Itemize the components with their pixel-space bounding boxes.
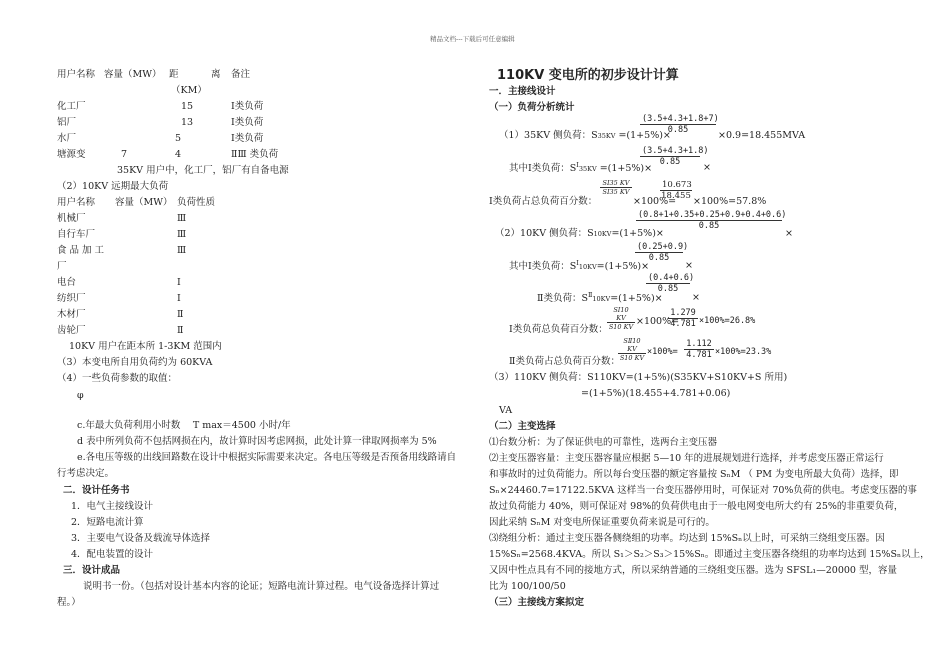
transformer-capacity-line3: Sₙ×24460.7=17122.5KVA 这样当一台变压器停用时，可保证对 70%负荷的供电。考虑变压器的事 (489, 485, 917, 496)
formula-10kv-class2-percent-result: ×100%=23.3% (715, 347, 772, 357)
formula-35kv-class1-result: × (703, 162, 711, 173)
transformer-capacity-line5: 因此采纳 SₙM 对变电所保证重要负荷来说是可行的。 (489, 517, 715, 528)
formula-10kv-class1-result: × (685, 260, 693, 271)
formula-10kv-class1-percent-frac2: $\frac{1.279}{4.781}$ (668, 308, 698, 329)
formula-35kv-label: （1）35KV 侧负荷：S35KV =(1+5%)× (499, 130, 671, 141)
formula-35kv-percent-label: Ⅰ类负荷占总负荷百分数： (489, 196, 598, 207)
formula-35kv-percent-frac2: $\frac{10.673}{18.455}$ (661, 180, 692, 201)
page-title: 110KV 变电所的初步设计计算 (497, 68, 679, 83)
task-item: 2．短路电流计算 (71, 517, 144, 528)
table2-header-name: 用户名称 (57, 197, 96, 208)
load-params-title: （4）一些负荷参数的取值： (57, 373, 178, 384)
formula-10kv-class1-percent-frac1: $\frac{\text{SⅠ10 KV}}{S10 KV}$ (608, 306, 634, 331)
table1-header-name: 用户名称 (57, 69, 96, 80)
table2-row-name: 食 品 加 工 (57, 245, 105, 256)
formula-10kv-class2-percent-frac1: $\frac{\text{SⅡ10 KV}}{S10 KV}$ (619, 337, 645, 362)
page-header: 精品文档---下载后可任意编辑 (430, 35, 515, 43)
table2-row-name: 自行车厂 (57, 229, 96, 240)
task-item: 1．电气主接线设计 (71, 501, 154, 512)
result-line2: 程。） (57, 597, 81, 608)
formula-110kv-unit: VA (499, 405, 513, 416)
transformer-capacity-line2: 和事故时的过负荷能力。所以每台变压器的额定容量按 SₙM （ PM 为变电所最大负荷）选择，即 (489, 469, 899, 480)
transformer-capacity-line1: ⑵主变压器容量：主变压器容量应根据 5—10 年的进展规划进行选择，并考虑变压器正常运行 (489, 453, 884, 464)
formula-10kv-result: × (785, 228, 793, 239)
formula-10kv-fraction: $\frac{(0.8+1+0.35+0.25+0.9+0.4+0.6)}{0.85}$ (638, 210, 787, 231)
param-c: c.年最大负荷利用小时数 T max＝4500 小时/年 (77, 420, 291, 431)
table1-row-distance: 13 (181, 117, 194, 128)
param-e-line1: e.各电压等级的出线回路数在设计中根据实际需要来决定。各电压等级是否预备用线路请自 (77, 452, 457, 463)
table2-header-capacity: 容量（MW） (115, 197, 173, 208)
table1-row-note: Ⅰ类负荷 (231, 117, 264, 128)
table1-row-note: ⅡⅢ 类负荷 (231, 149, 279, 160)
table1-header-note: 备注 (231, 69, 251, 80)
formula-35kv-class1-label: 其中Ⅰ类负荷：$S^Ⅰ35KV =(1+5\%)\times$ (509, 161, 653, 175)
table2-row-type: Ⅲ (177, 229, 187, 240)
winding-analysis-line1: ⑶绕组分析：通过主变压器各侧绕组的功率。均达到 15%Sₙ以上时，可采纳三绕组变压器。因 (489, 533, 885, 544)
formula-10kv-label: （2）10KV 侧负荷：S10KV=(1+5%)× (495, 228, 664, 239)
section-10kv-title: （2）10KV 远期最大负荷 (57, 181, 169, 192)
table2-row-type: Ⅲ (177, 213, 187, 224)
formula-10kv-class2-percent-mid: ×100%= (647, 347, 678, 357)
table2-header-type: 负荷性质 (177, 197, 216, 208)
table1-row-note: Ⅰ类负荷 (231, 101, 264, 112)
result-section-title: 三．设计成品 (63, 565, 121, 576)
formula-10kv-class1-fraction: $\frac{(0.25+0.9)}{0.85}$ (637, 242, 689, 263)
table1-row-capacity: 7 (121, 149, 128, 160)
section-main-transformer: （二）主变选择 (489, 421, 556, 432)
formula-35kv-percent-result: ×100%=57.8% (693, 196, 767, 207)
table2-row-type: Ⅲ (177, 245, 187, 256)
table1-header-distance-b: 离 (211, 69, 221, 80)
table2-row-name: 机械厂 (57, 213, 86, 224)
formula-10kv-class1-percent-result: ×100%=26.8% (699, 316, 756, 326)
formula-35kv-fraction: $\frac{(3.5+4.3+1.8+7)}{0.85}$ (642, 114, 719, 135)
table1-row-name: 化工厂 (57, 101, 86, 112)
table1-row-name: 水厂 (57, 133, 77, 144)
table1-row-distance: 5 (175, 133, 182, 144)
table1-row-note: Ⅰ类负荷 (231, 133, 264, 144)
winding-analysis-line4: 比为 100/100/50 (489, 581, 566, 592)
table1-row-name: 塘源变 (57, 149, 86, 160)
formula-10kv-class2-result: × (692, 292, 700, 303)
section-wiring-scheme: （三）主接线方案拟定 (489, 597, 585, 608)
phi-symbol: φ (77, 390, 84, 401)
table2-footnote: 10KV 用户在距本所 1-3KM 范围内 (69, 341, 222, 352)
table1-row-distance: 4 (175, 149, 182, 160)
table1-row-name: 铝厂 (57, 117, 77, 128)
formula-110kv-line2: =(1+5%)(18.455+4.781+0.06) (581, 388, 731, 399)
table2-row-name: 厂 (57, 261, 67, 272)
formula-10kv-class2-label: Ⅱ类负荷：$S^Ⅱ10KV=(1+5\%)\times$ (537, 291, 663, 305)
task-item: 3．主要电气设备及载流导体选择 (71, 533, 211, 544)
formula-10kv-class2-fraction: $\frac{(0.4+0.6)}{0.85}$ (648, 273, 695, 294)
self-load-note: （3）本变电所自用负荷约为 60KVA (57, 357, 213, 368)
param-e-line2: 行考虑决定。 (57, 468, 115, 479)
result-line1: 说明书一份。（包括对设计基本内容的论证；短路电流计算过程。电气设备选择计算过 (83, 581, 440, 592)
task-section-title: 二．设计任务书 (63, 485, 130, 496)
table1-footnote: 35KV 用户中，化工厂，铝厂有自备电源 (117, 165, 289, 176)
param-d: d 表中所列负荷不包括网损在内，故计算时因考虑网损，此处计算一律取网损率为 5% (77, 436, 437, 447)
winding-analysis-line2: 15%Sₙ=2568.4KVA。所以 S₁＞S₂＞S₃＞15%Sₙ。即通过主变压器各绕组的功率均达到 15%Sₙ以上， (489, 549, 930, 560)
winding-analysis-line3: 又因中性点具有不同的接地方式，所以采纳普通的三绕组变压器。选为 SFSL₁—20000 型，容量 (489, 565, 897, 576)
table2-row-type: Ⅱ (177, 309, 184, 320)
formula-10kv-class1-percent-label: Ⅰ类负荷总负荷百分数： (509, 324, 608, 335)
table2-row-name: 电台 (57, 277, 77, 288)
formula-35kv-percent-mid: ×100%= (633, 196, 677, 207)
table2-row-name: 纺织厂 (57, 293, 86, 304)
table1-row-distance: 15 (181, 101, 194, 112)
formula-10kv-class2-percent-label: Ⅱ类负荷占总负荷百分数： (509, 356, 620, 367)
table2-row-type: Ⅱ (177, 325, 184, 336)
formula-35kv-percent-frac1: $\frac{\text{SⅠ35 KV}}{\text{SⅠ35 KV}}$ (600, 179, 632, 196)
table2-row-type: Ⅰ (177, 277, 181, 288)
formula-35kv-class1-fraction: $\frac{(3.5+4.3+1.8)}{0.85}$ (642, 146, 709, 167)
formula-110kv-line1: （3）110KV 侧负荷：S110KV=(1+5%)(S35KV+S10KV+S 所用) (489, 372, 788, 383)
transformer-count-para: ⑴台数分析：为了保证供电的可靠性，选两台主变压器 (489, 437, 718, 448)
formula-10kv-class2-percent-frac2: $\frac{1.112}{4.781}$ (684, 339, 714, 360)
table1-header-unit: （KM） (171, 85, 207, 96)
table2-row-type: Ⅰ (177, 293, 181, 304)
section-main-wiring: 一．主接线设计 (489, 86, 556, 97)
table2-row-name: 齿轮厂 (57, 325, 86, 336)
task-item: 4．配电装置的设计 (71, 549, 154, 560)
transformer-capacity-line4: 故过负荷能力 40%，则可保证对 98%的负荷供电由于一般电网变电所大约有 25%的非重要负荷， (489, 501, 904, 512)
formula-10kv-class1-percent-mid: ×100%= (636, 316, 680, 327)
table1-header-distance-a: 距 (169, 69, 179, 80)
section-load-analysis: （一）负荷分析统计 (489, 102, 575, 113)
formula-10kv-class1-label: 其中Ⅰ类负荷：$S^Ⅰ10KV=(1+5\%)\times$ (509, 259, 650, 273)
formula-35kv-result: ×0.9=18.455MVA (718, 130, 806, 141)
table1-header-capacity: 容量（MW） (104, 69, 162, 80)
table2-row-name: 木材厂 (57, 309, 86, 320)
